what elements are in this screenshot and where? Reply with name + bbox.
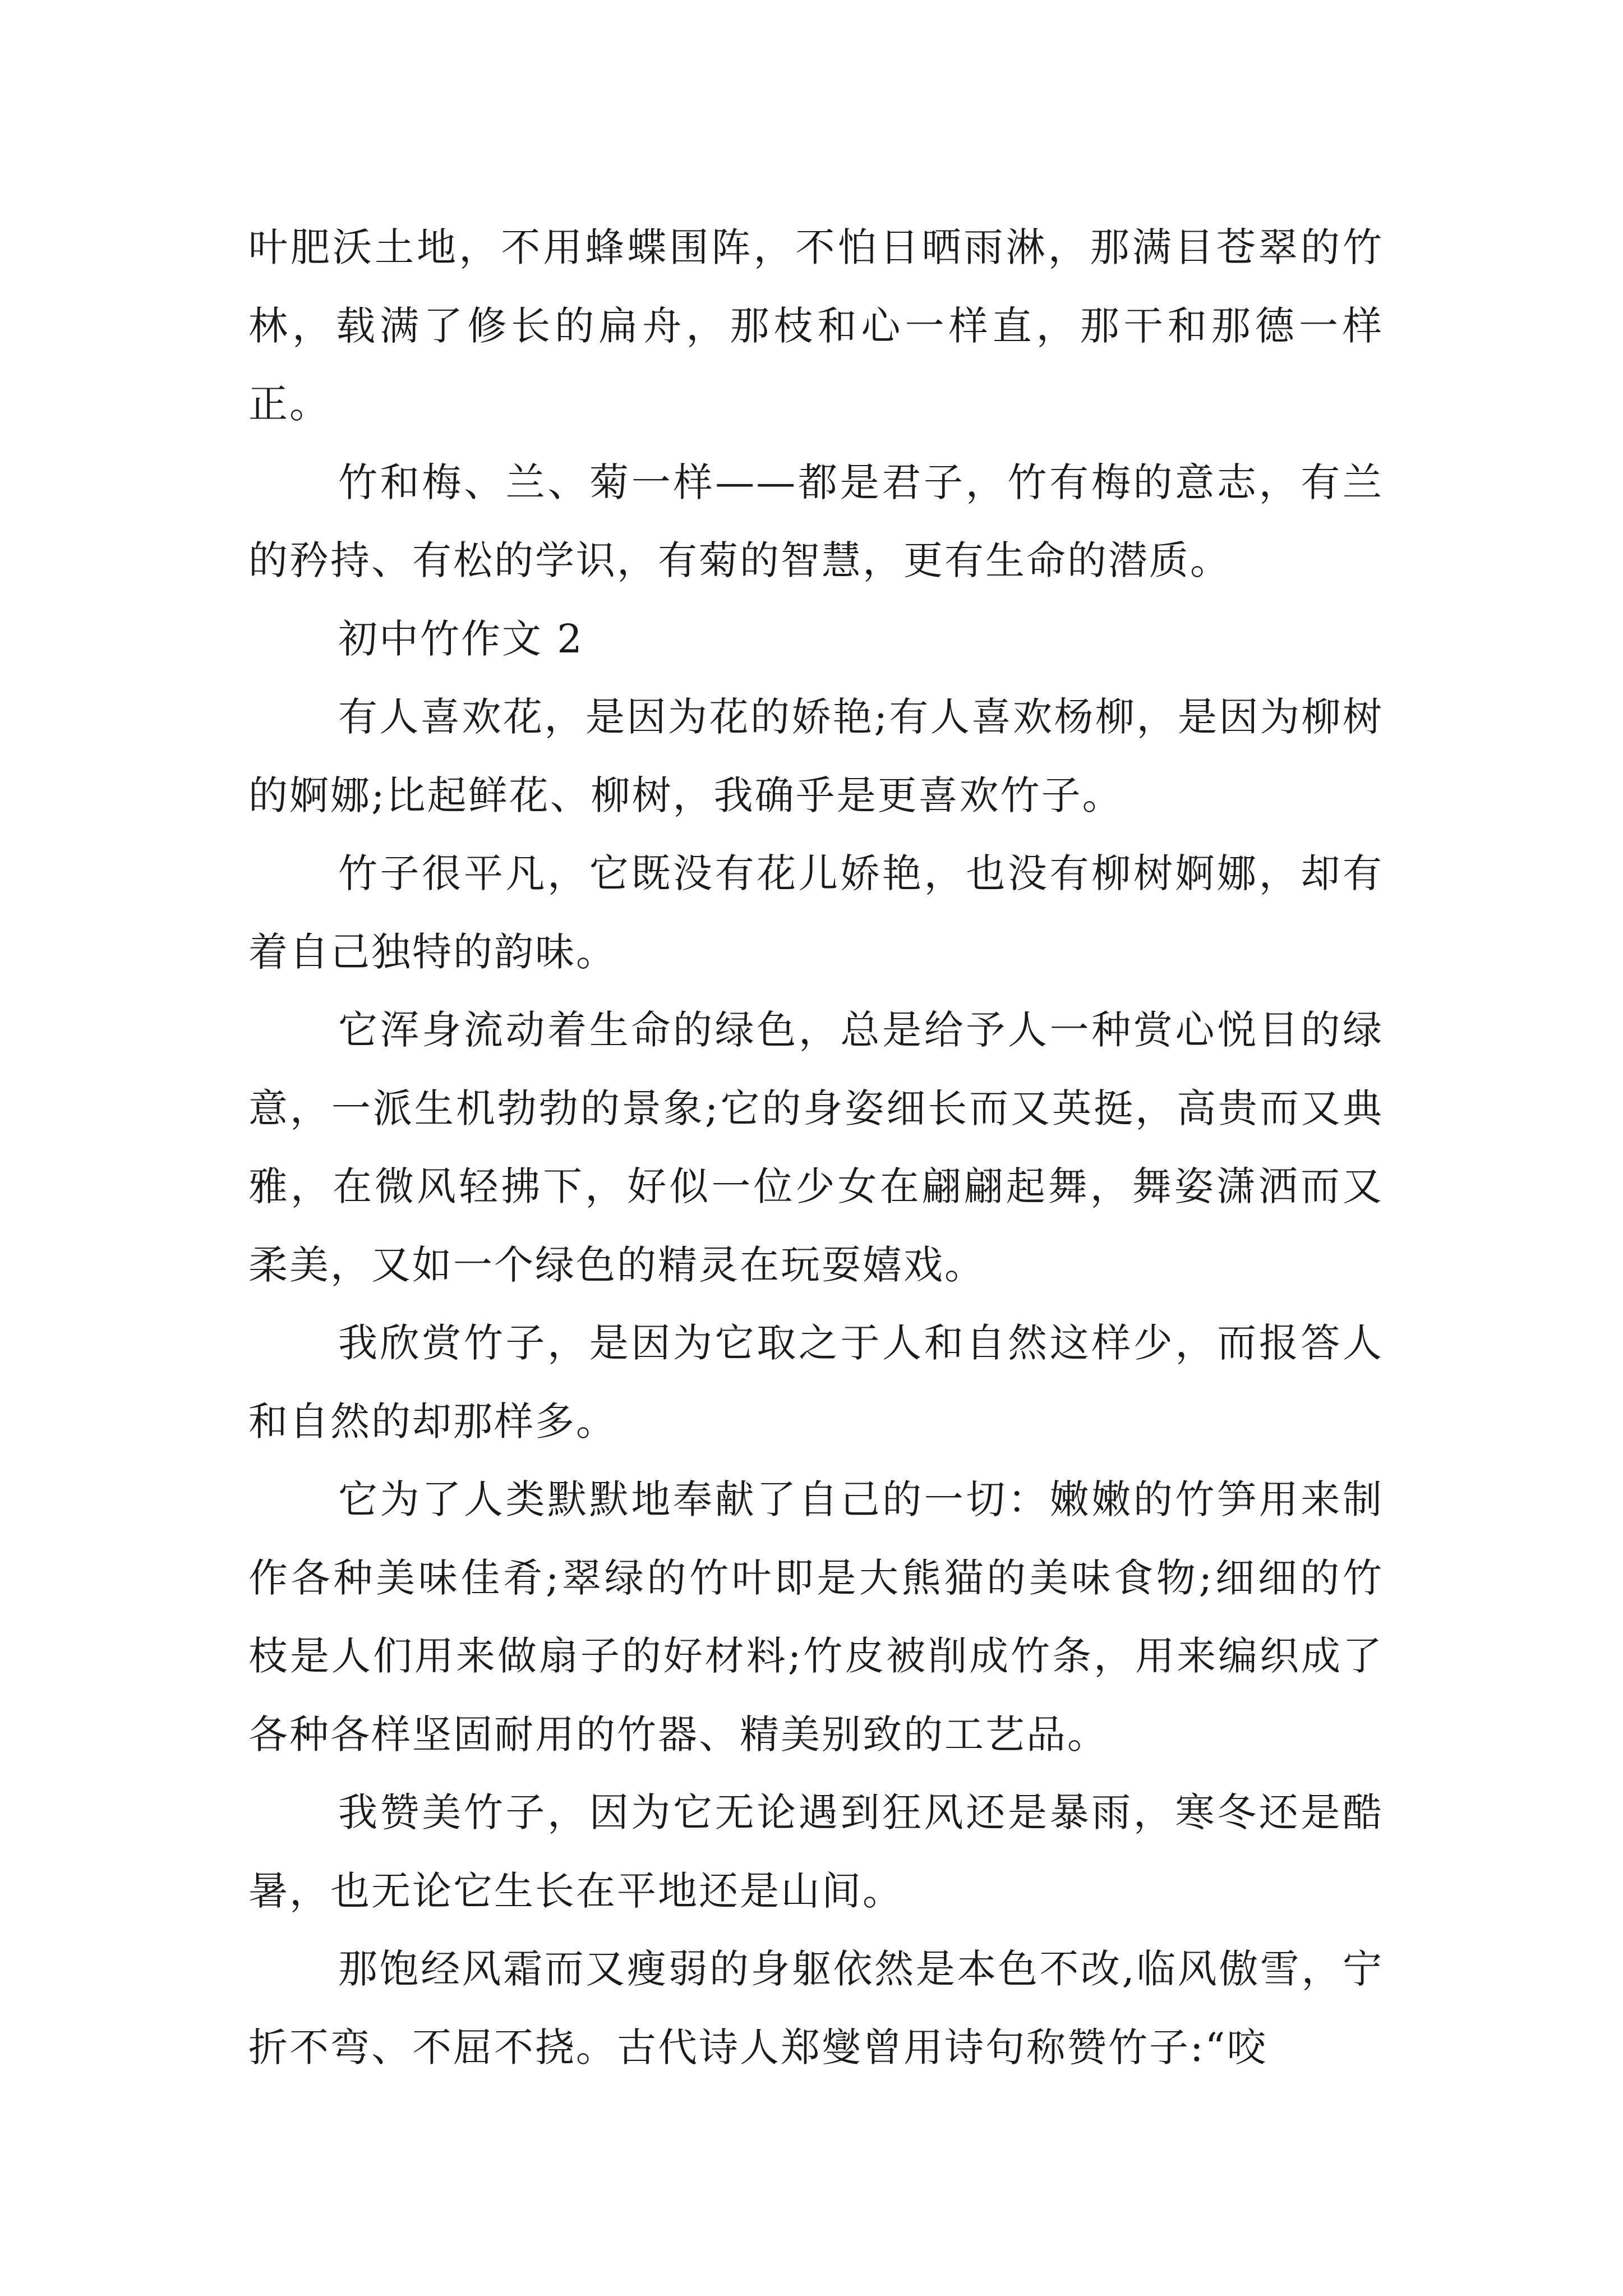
paragraph-5: 它浑身流动着生命的绿色，总是给予人一种赏心悦目的绿意，一派生机勃勃的景象;它的身姿细长而又英挺，高贵而又典雅，在微风轻拂下，好似一位少女在翩翩起舞，舞姿潇洒而又柔美，又如一个绿色的精灵在玩耍嬉戏。	[248, 1007, 1384, 1288]
section-heading: 初中竹作文 2	[338, 615, 584, 662]
paragraph-2: 竹和梅、兰、菊一样——都是君子，竹有梅的意志，有兰的矜持、有松的学识，有菊的智慧，更有生命的潜质。	[248, 459, 1384, 583]
paragraph-8: 我赞美竹子，因为它无论遇到狂风还是暴雨，寒冬还是酷暑，也无论它生长在平地还是山间。	[248, 1789, 1384, 1914]
paragraph-3: 有人喜欢花，是因为花的娇艳;有人喜欢杨柳，是因为柳树的婀娜;比起鲜花、柳树，我确乎是更喜欢竹子。	[248, 694, 1384, 818]
paragraph-6: 我欣赏竹子，是因为它取之于人和自然这样少，而报答人和自然的却那样多。	[248, 1320, 1384, 1444]
document-body	[248, 209, 1384, 2087]
paragraph-1: 叶肥沃土地，不用蜂蝶围阵，不怕日晒雨淋，那满目苍翠的竹林，载满了修长的扁舟，那枝和心一样直，那干和那德一样正。	[248, 224, 1384, 427]
paragraph-7: 它为了人类默默地奉献了自己的一切：嫩嫩的竹笋用来制作各种美味佳肴;翠绿的竹叶即是大熊猫的美味食物;细细的竹枝是人们用来做扇子的好材料;竹皮被削成竹条，用来编织成了各种各样坚固耐用的竹器、精美别致的工艺品。	[248, 1476, 1384, 1757]
paragraph-4: 竹子很平凡，它既没有花儿娇艳，也没有柳树婀娜，却有着自己独特的韵味。	[248, 850, 1384, 975]
paragraph-9: 那饱经风霜而又瘦弱的身躯依然是本色不改,临风傲雪，宁折不弯、不屈不挠。古代诗人郑燮曾用诗句称赞竹子:“咬	[248, 1946, 1384, 2070]
